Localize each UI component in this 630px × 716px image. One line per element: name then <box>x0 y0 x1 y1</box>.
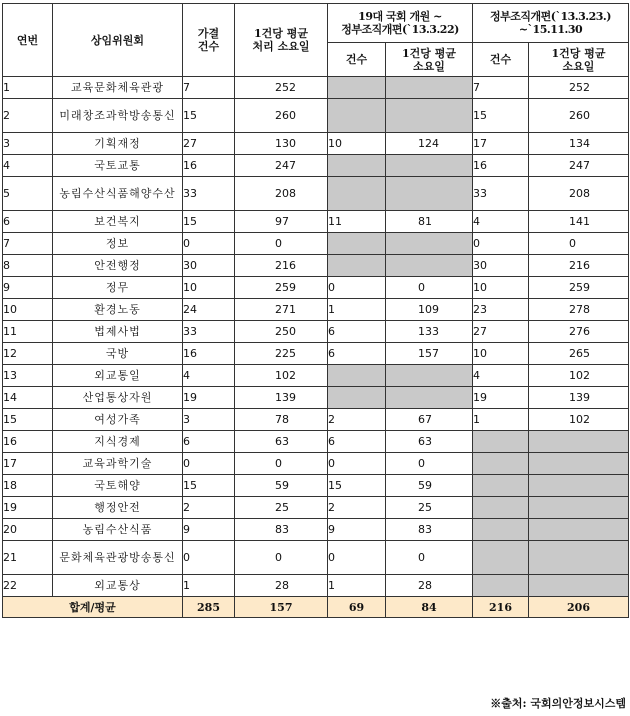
row-p2-count: 17 <box>473 133 529 155</box>
row-avg-days: 63 <box>235 431 328 453</box>
row-avg-days: 102 <box>235 365 328 387</box>
row-p2-avg <box>529 541 629 575</box>
row-committee-name: 안전행정 <box>53 255 183 277</box>
table-row <box>3 277 629 299</box>
row-committee-name: 기획재정 <box>53 133 183 155</box>
row-passed: 2 <box>183 497 235 519</box>
row-seq: 1 <box>3 77 53 99</box>
row-p2-avg: 259 <box>529 277 629 299</box>
row-committee-name: 정보 <box>53 233 183 255</box>
row-p1-avg: 59 <box>386 475 473 497</box>
row-p1-count: 0 <box>328 541 386 575</box>
row-p1-avg <box>386 255 473 277</box>
row-p2-avg: 0 <box>529 233 629 255</box>
table-footer-row <box>3 597 629 618</box>
row-committee-name: 농림수산식품해양수산 <box>53 177 183 211</box>
header-passed: 가결 건수 <box>183 4 235 77</box>
row-committee-name: 정무 <box>53 277 183 299</box>
row-p2-count: 30 <box>473 255 529 277</box>
row-seq: 7 <box>3 233 53 255</box>
row-committee-name: 행정안전 <box>53 497 183 519</box>
footer-label: 합계/평균 <box>3 597 183 618</box>
row-seq: 16 <box>3 431 53 453</box>
row-passed: 9 <box>183 519 235 541</box>
table-row <box>3 177 629 211</box>
row-passed: 19 <box>183 387 235 409</box>
row-p2-count: 7 <box>473 77 529 99</box>
footer-avg: 157 <box>235 597 328 618</box>
row-p2-avg: 276 <box>529 321 629 343</box>
row-passed: 7 <box>183 77 235 99</box>
row-p1-avg <box>386 77 473 99</box>
row-seq: 10 <box>3 299 53 321</box>
row-p1-count <box>328 233 386 255</box>
row-committee-name: 교육문화체육관광 <box>53 77 183 99</box>
row-passed: 33 <box>183 321 235 343</box>
footer-passed: 285 <box>183 597 235 618</box>
row-committee-name: 외교통일 <box>53 365 183 387</box>
row-p1-avg: 133 <box>386 321 473 343</box>
table-row <box>3 77 629 99</box>
row-p1-count: 6 <box>328 321 386 343</box>
row-p2-count: 4 <box>473 211 529 233</box>
row-passed: 15 <box>183 99 235 133</box>
row-p2-count: 15 <box>473 99 529 133</box>
row-p2-avg: 216 <box>529 255 629 277</box>
row-avg-days: 28 <box>235 575 328 597</box>
row-passed: 27 <box>183 133 235 155</box>
row-p2-avg <box>529 575 629 597</box>
row-p2-avg <box>529 519 629 541</box>
table-row <box>3 541 629 575</box>
row-p2-count: 0 <box>473 233 529 255</box>
row-avg-days: 59 <box>235 475 328 497</box>
row-p1-count <box>328 387 386 409</box>
row-p1-avg: 25 <box>386 497 473 519</box>
row-seq: 21 <box>3 541 53 575</box>
header-period2: 정부조직개편(`13.3.23.) ~`15.11.30 <box>473 4 629 43</box>
row-seq: 4 <box>3 155 53 177</box>
row-p1-count: 1 <box>328 299 386 321</box>
row-p1-avg <box>386 155 473 177</box>
row-p2-avg <box>529 431 629 453</box>
row-committee-name: 미래창조과학방송통신 <box>53 99 183 133</box>
table-row <box>3 299 629 321</box>
row-p2-avg: 141 <box>529 211 629 233</box>
row-avg-days: 97 <box>235 211 328 233</box>
row-p1-count: 6 <box>328 431 386 453</box>
row-p2-avg: 208 <box>529 177 629 211</box>
row-p2-avg: 260 <box>529 99 629 133</box>
row-p2-avg: 134 <box>529 133 629 155</box>
row-p2-avg <box>529 475 629 497</box>
table-row <box>3 519 629 541</box>
row-p2-avg: 102 <box>529 365 629 387</box>
row-p2-count: 23 <box>473 299 529 321</box>
committee-stats-table <box>2 3 629 618</box>
header-avg-days: 1건당 평균 처리 소요일 <box>235 4 328 77</box>
row-p2-avg: 265 <box>529 343 629 365</box>
footer-p1-avg: 84 <box>386 597 473 618</box>
row-p1-avg <box>386 365 473 387</box>
row-seq: 15 <box>3 409 53 431</box>
row-p1-avg <box>386 99 473 133</box>
row-seq: 11 <box>3 321 53 343</box>
row-p1-count: 2 <box>328 409 386 431</box>
header-period2-avg: 1건당 평균 소요일 <box>529 43 629 77</box>
row-avg-days: 252 <box>235 77 328 99</box>
row-p2-count: 27 <box>473 321 529 343</box>
row-p1-count: 2 <box>328 497 386 519</box>
row-p2-avg <box>529 497 629 519</box>
row-p1-count: 1 <box>328 575 386 597</box>
table-row <box>3 99 629 133</box>
row-passed: 15 <box>183 475 235 497</box>
row-p2-count: 33 <box>473 177 529 211</box>
footer-p1-count: 69 <box>328 597 386 618</box>
row-p2-count <box>473 575 529 597</box>
table-row <box>3 133 629 155</box>
table-row <box>3 321 629 343</box>
table-row <box>3 431 629 453</box>
row-p1-avg <box>386 233 473 255</box>
row-avg-days: 247 <box>235 155 328 177</box>
row-seq: 18 <box>3 475 53 497</box>
header-period1: 19대 국회 개원 ~ 정부조직개편(`13.3.22) <box>328 4 473 43</box>
source-note: ※출처: 국회의안정보시스템 <box>490 697 626 710</box>
row-passed: 33 <box>183 177 235 211</box>
row-avg-days: 225 <box>235 343 328 365</box>
row-avg-days: 260 <box>235 99 328 133</box>
header-committee: 상임위원회 <box>53 4 183 77</box>
row-committee-name: 국토해양 <box>53 475 183 497</box>
row-committee-name: 여성가족 <box>53 409 183 431</box>
table-row <box>3 475 629 497</box>
row-p1-avg: 63 <box>386 431 473 453</box>
committee-table-container <box>2 3 628 618</box>
row-p2-avg: 278 <box>529 299 629 321</box>
row-p1-avg: 83 <box>386 519 473 541</box>
row-p2-avg <box>529 453 629 475</box>
row-passed: 0 <box>183 541 235 575</box>
row-p1-avg <box>386 177 473 211</box>
row-p2-avg: 102 <box>529 409 629 431</box>
table-row <box>3 233 629 255</box>
row-committee-name: 환경노동 <box>53 299 183 321</box>
row-p2-count <box>473 519 529 541</box>
row-avg-days: 259 <box>235 277 328 299</box>
row-passed: 15 <box>183 211 235 233</box>
row-p1-count <box>328 255 386 277</box>
row-p1-count: 6 <box>328 343 386 365</box>
row-seq: 12 <box>3 343 53 365</box>
row-p1-count <box>328 77 386 99</box>
row-committee-name: 법제사법 <box>53 321 183 343</box>
row-committee-name: 농림수산식품 <box>53 519 183 541</box>
row-p2-count <box>473 431 529 453</box>
row-p2-avg: 247 <box>529 155 629 177</box>
row-passed: 3 <box>183 409 235 431</box>
table-body <box>3 77 629 597</box>
row-p2-count <box>473 453 529 475</box>
footer-p2-avg: 206 <box>529 597 629 618</box>
row-p1-count <box>328 99 386 133</box>
row-committee-name: 산업통상자원 <box>53 387 183 409</box>
row-p1-count: 10 <box>328 133 386 155</box>
row-committee-name: 지식경제 <box>53 431 183 453</box>
table-row <box>3 387 629 409</box>
row-seq: 22 <box>3 575 53 597</box>
header-period1-avg: 1건당 평균 소요일 <box>386 43 473 77</box>
row-p1-avg <box>386 387 473 409</box>
row-passed: 1 <box>183 575 235 597</box>
header-period1-count: 건수 <box>328 43 386 77</box>
row-p2-count <box>473 497 529 519</box>
table-row <box>3 409 629 431</box>
row-avg-days: 139 <box>235 387 328 409</box>
row-committee-name: 외교통상 <box>53 575 183 597</box>
row-p2-count: 10 <box>473 343 529 365</box>
row-passed: 24 <box>183 299 235 321</box>
row-p1-avg: 0 <box>386 453 473 475</box>
table-row <box>3 453 629 475</box>
row-seq: 2 <box>3 99 53 133</box>
row-p2-count: 4 <box>473 365 529 387</box>
row-committee-name: 문화체육관광방송통신 <box>53 541 183 575</box>
row-p1-avg: 81 <box>386 211 473 233</box>
row-p2-count: 19 <box>473 387 529 409</box>
row-seq: 9 <box>3 277 53 299</box>
row-p1-avg: 157 <box>386 343 473 365</box>
row-passed: 16 <box>183 155 235 177</box>
row-seq: 20 <box>3 519 53 541</box>
table-row <box>3 365 629 387</box>
row-p2-avg: 252 <box>529 77 629 99</box>
row-avg-days: 216 <box>235 255 328 277</box>
row-avg-days: 0 <box>235 541 328 575</box>
row-seq: 14 <box>3 387 53 409</box>
row-seq: 17 <box>3 453 53 475</box>
row-avg-days: 208 <box>235 177 328 211</box>
row-passed: 0 <box>183 453 235 475</box>
row-seq: 19 <box>3 497 53 519</box>
row-p1-count <box>328 365 386 387</box>
footer-p2-count: 216 <box>473 597 529 618</box>
row-p2-avg: 139 <box>529 387 629 409</box>
row-p1-count <box>328 155 386 177</box>
row-seq: 5 <box>3 177 53 211</box>
row-p1-count: 15 <box>328 475 386 497</box>
row-p2-count <box>473 475 529 497</box>
row-passed: 4 <box>183 365 235 387</box>
row-committee-name: 보건복지 <box>53 211 183 233</box>
table-row <box>3 255 629 277</box>
row-committee-name: 국방 <box>53 343 183 365</box>
row-seq: 13 <box>3 365 53 387</box>
row-p2-count: 1 <box>473 409 529 431</box>
row-avg-days: 25 <box>235 497 328 519</box>
row-avg-days: 250 <box>235 321 328 343</box>
row-p1-avg: 124 <box>386 133 473 155</box>
row-p1-avg: 0 <box>386 541 473 575</box>
row-p2-count: 10 <box>473 277 529 299</box>
row-passed: 10 <box>183 277 235 299</box>
header-seq: 연번 <box>3 4 53 77</box>
row-avg-days: 83 <box>235 519 328 541</box>
table-row <box>3 343 629 365</box>
table-row <box>3 575 629 597</box>
row-p1-count: 11 <box>328 211 386 233</box>
row-p1-avg: 67 <box>386 409 473 431</box>
row-avg-days: 130 <box>235 133 328 155</box>
row-avg-days: 0 <box>235 453 328 475</box>
row-p1-avg: 28 <box>386 575 473 597</box>
row-avg-days: 0 <box>235 233 328 255</box>
row-p2-count <box>473 541 529 575</box>
row-passed: 0 <box>183 233 235 255</box>
row-passed: 6 <box>183 431 235 453</box>
row-p1-count: 9 <box>328 519 386 541</box>
row-p1-count: 0 <box>328 453 386 475</box>
row-seq: 3 <box>3 133 53 155</box>
row-p1-avg: 0 <box>386 277 473 299</box>
row-p1-count: 0 <box>328 277 386 299</box>
table-row <box>3 497 629 519</box>
header-period2-count: 건수 <box>473 43 529 77</box>
row-avg-days: 78 <box>235 409 328 431</box>
table-row <box>3 211 629 233</box>
table-row <box>3 155 629 177</box>
row-p1-avg: 109 <box>386 299 473 321</box>
row-seq: 8 <box>3 255 53 277</box>
row-committee-name: 국토교통 <box>53 155 183 177</box>
row-p2-count: 16 <box>473 155 529 177</box>
row-p1-count <box>328 177 386 211</box>
row-passed: 16 <box>183 343 235 365</box>
row-avg-days: 271 <box>235 299 328 321</box>
row-passed: 30 <box>183 255 235 277</box>
row-seq: 6 <box>3 211 53 233</box>
row-committee-name: 교육과학기술 <box>53 453 183 475</box>
